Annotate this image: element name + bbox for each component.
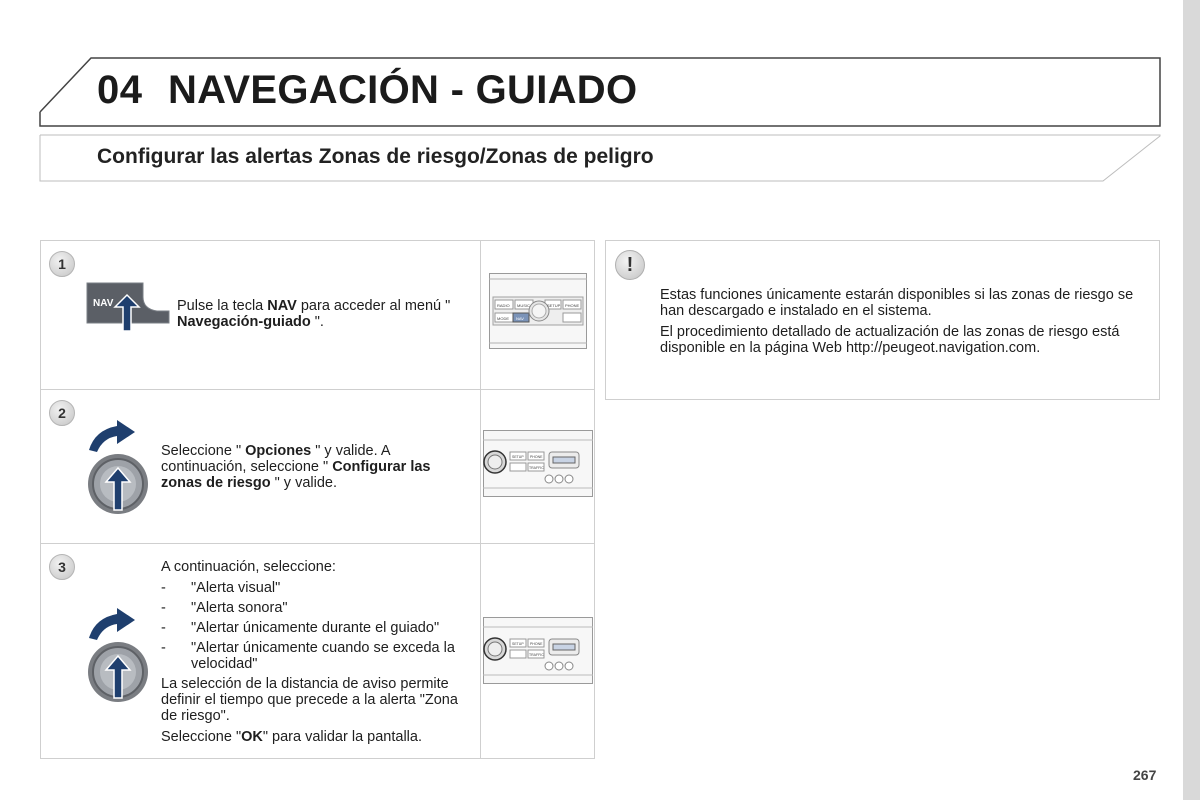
step-2-instruction: Seleccione " Opciones " y valide. A continuación, seleccione " Configurar las zonas de riesgo " y valide. [161,443,431,491]
rotate-press-knob-icon [83,604,153,704]
device-btn-traffic: TRAFFIC [529,653,544,657]
option-item: - "Alerta sonora" [161,600,288,616]
rotate-press-knob-icon [83,416,153,516]
nav-key-press-icon [83,279,173,349]
chapter-title: NAVEGACIÓN - GUIADO [168,68,638,112]
page-number: 267 [1133,767,1157,783]
device-btn-phone: PHONE [530,642,543,646]
nav-key-label: NAV [93,298,114,309]
steps-table [40,240,595,759]
section-title: Configurar las alertas Zonas de riesgo/Zonas de peligro [97,145,654,168]
step-number-badge: 3 [49,554,75,580]
option-item: - "Alertar únicamente cuando se exceda la velocidad" [161,640,455,672]
device-btn-setup: SETUP [547,303,561,308]
radio-panel-illustration [483,430,594,498]
warning-icon: ! [615,250,645,280]
step-2 [41,390,594,544]
device-btn-setup: SETUP [512,455,524,459]
radio-panel-illustration [483,617,594,685]
device-btn-music: MUSIC [517,303,530,308]
device-btn-radio: RADIO [497,303,510,308]
device-btn-traffic: TRAFFIC [529,466,544,470]
step-3-instruction: A continuación, seleccione: - "Alerta visual" - "Alerta sonora" - "Alertar únicamente durante el guiado" - "Alertar únicamente cuando se exceda la velocidad" La selección de la distancia de aviso permite definir el tiempo que precede a la alerta "Zona de riesgo". Seleccione "OK" para validar la pantalla. [161,559,476,745]
step-3 [41,544,594,758]
warning-note-text: Estas funciones únicamente estarán disponibles si las zonas de riesgo se han descargado e instalado en el sistema. El procedimiento detallado de actualización de las zonas de riesgo está disponible en la página Web http://peugeot.navigation.com. [660,287,1134,356]
step-1 [41,241,594,390]
step-number-badge: 2 [49,400,75,426]
radio-panel-illustration [489,273,587,349]
step-1-instruction: Pulse la tecla NAV para acceder al menú " Navegación-guiado ". [177,298,451,330]
step-number-badge: 1 [49,251,75,277]
chapter-number: 04 [97,68,143,112]
warning-note-box [605,240,1160,400]
device-btn-nav: NAV [516,316,524,321]
option-item: - "Alertar únicamente durante el guiado" [161,620,440,636]
device-btn-phone: PHONE [530,455,543,459]
device-btn-phone: PHONE [565,303,580,308]
device-btn-setup: SETUP [512,642,524,646]
option-item: - "Alerta visual" [161,580,281,596]
device-btn-mode: MODE [497,316,509,321]
